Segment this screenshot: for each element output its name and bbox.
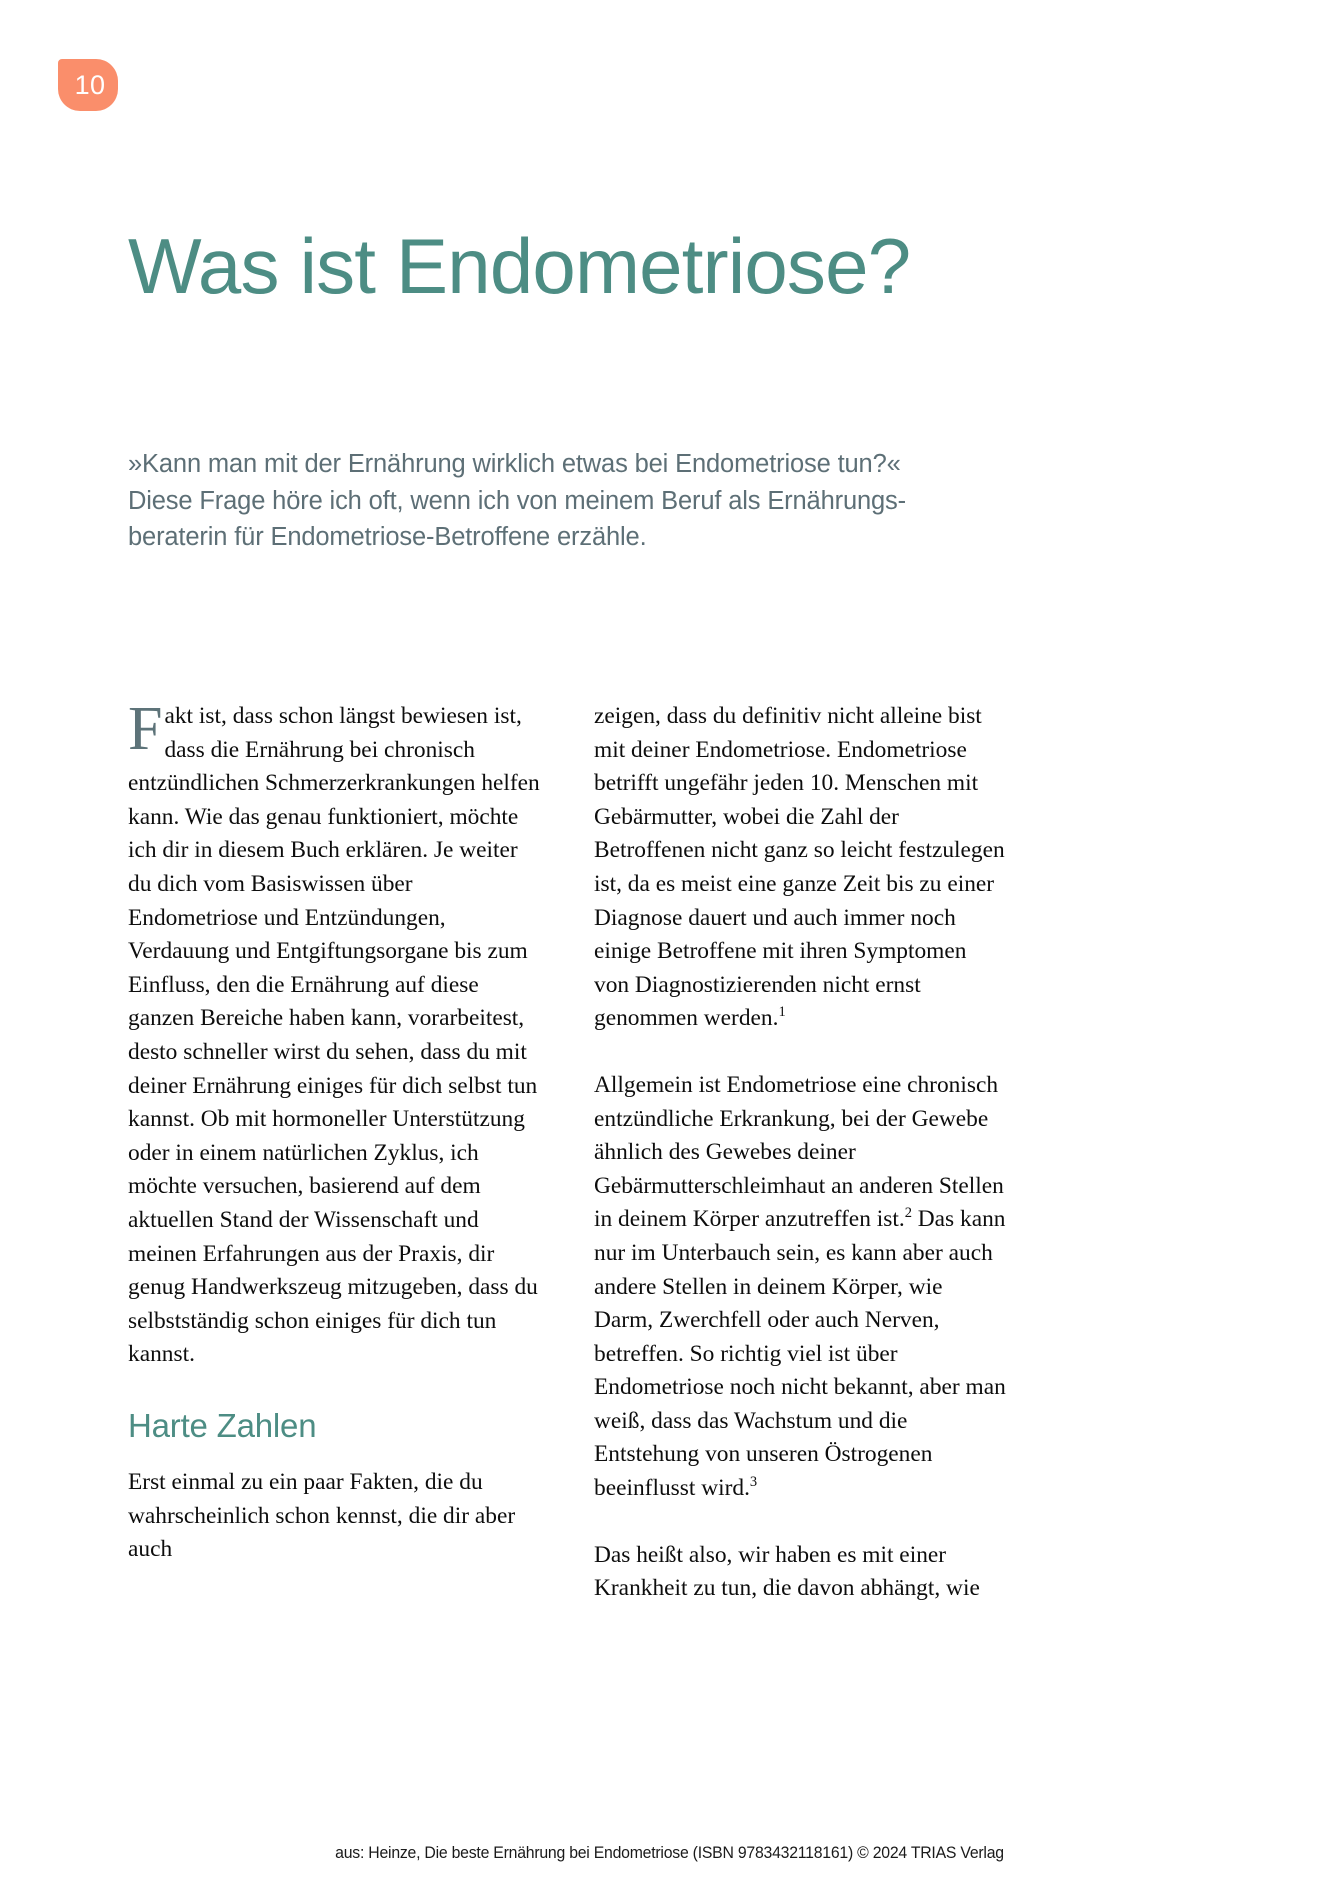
page-number-label: 10 — [74, 69, 106, 100]
body-column-left — [128, 695, 540, 1760]
intro-line: »Kann man mit der Ernährung wirklich etwas bei Endometriose tun?« — [128, 450, 901, 478]
paragraph — [594, 700, 1006, 1036]
paragraph-text: zeigen, dass du definitiv nicht alleine bist mit deiner Endometriose. Endometriose betrifft ungefähr jeden 10. Menschen mit Gebärmutter, wobei die Zahl der Betroffenen nicht ganz so leicht festzulegen ist, da es meist eine ganze Zeit bis zu einer Diagnose dauert und auch immer noch einige Betroffene mit ihren Symptomen von Diagnostizierenden nicht ernst genommen werden. — [594, 703, 1005, 1032]
paragraph-text: akt ist, dass schon längst bewiesen ist, dass die Ernährung bei chronisch entzündlichen Schmerzerkrankungen helfen kann. Wie das genau funktioniert, möchte ich dir in diesem Buch erklären. Je weiter du dich vom Basiswissen über Endometriose und Entzündungen, Verdauung und Entgiftungsorgane bis zum Einfluss, den die Ernährung auf diese ganzen Bereiche haben kann, vorarbeitest, desto schneller wirst du sehen, dass du mit deiner Ernährung einiges für dich selbst tun kannst. Ob mit hormoneller Unterstützung oder in einem natürlichen Zyklus, ich möchte versuchen, basierend auf dem aktuellen Stand der Wissenschaft und meinen Erfahrungen aus der Praxis, dir genug Handwerkszeug mitzugeben, dass du selbstständig schon einiges für dich tun kannst. — [128, 703, 540, 1368]
intro-lead-paragraph — [128, 446, 1008, 556]
intro-line: Diese Frage höre ich oft, wenn ich von meinem Beruf als Ernährungs- — [128, 486, 906, 515]
paragraph — [594, 1539, 1006, 1606]
paragraph-text: Das kann nur im Unterbauch sein, es kann aber auch andere Stellen in deinem Körper, wie Darm, Zwerchfell oder auch Nerven, betreffen. So richtig viel ist über Endometriose noch nicht bekannt, aber man weiß, dass das Wachstum und die Entstehung von unseren Östrogenen beeinflusst wird. — [594, 1206, 1006, 1502]
paragraph-text: Erst einmal zu ein paar Fakten, die du wahrscheinlich schon kennst, die dir aber auch — [128, 1469, 516, 1563]
footnote-marker-1: 1 — [778, 1004, 786, 1021]
body-columns — [128, 695, 1026, 1760]
footnote-marker-2: 2 — [904, 1205, 912, 1222]
footer-source-line: aus: Heinze, Die beste Ernährung bei Endometriose (ISBN 9783432118161) © 2024 TRIAS Verlag — [335, 1843, 1004, 1862]
paragraph — [128, 1466, 540, 1567]
paragraph-text: Das heißt also, wir haben es mit einer Krankheit zu tun, die davon abhängt, wie — [594, 1541, 980, 1602]
page-number-badge — [58, 59, 118, 111]
intro-line: beraterin für Endometriose-Betroffene erzähle. — [128, 523, 647, 552]
footnote-marker-3: 3 — [749, 1474, 758, 1491]
paragraph — [128, 695, 540, 1372]
body-column-right — [594, 700, 1006, 1760]
page-title: Was ist Endometriose? — [128, 222, 911, 311]
drop-cap: F — [128, 695, 163, 763]
paragraph — [594, 1069, 1006, 1506]
paragraph-text: Allgemein ist Endometriose eine chronisch entzündliche Erkrankung, bei der Gewebe ähnlich des Gewebes deiner Gebärmutterschleimhaut an anderen Stellen in deinem Körper anzutreffen ist. — [594, 1071, 1004, 1233]
section-heading-harte-zahlen: Harte Zahlen — [128, 1406, 317, 1444]
